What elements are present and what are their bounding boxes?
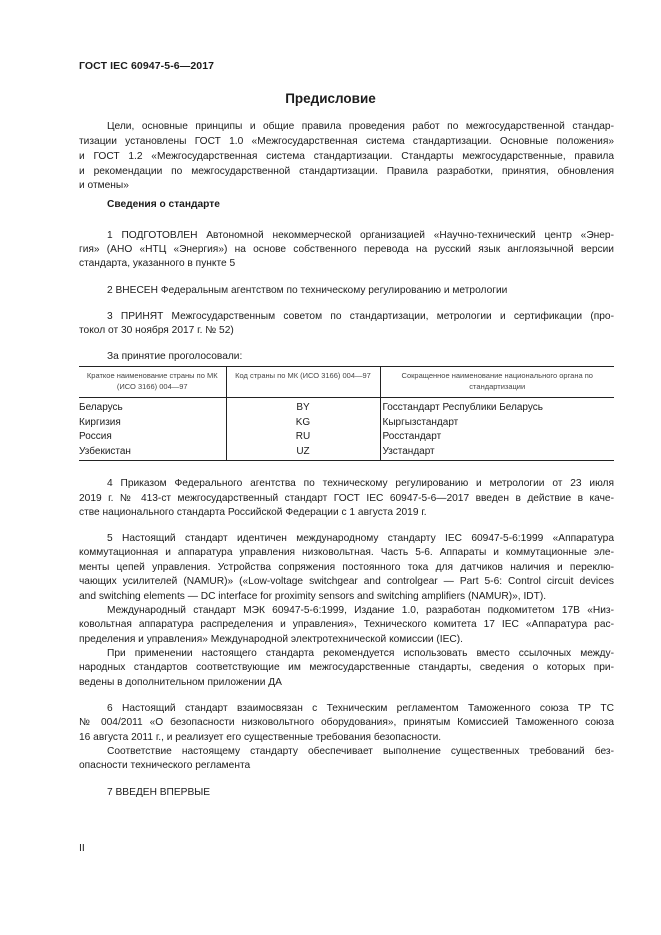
document-code-header: ГОСТ IEC 60947-5-6—2017 xyxy=(79,60,215,72)
item5c-line: ведены в дополнительном приложении ДА xyxy=(79,677,282,688)
intro-line: и отмены» xyxy=(79,180,129,191)
intro-line: Цели, основные принципы и общие правила проведения работ по межгосударственной стандар- xyxy=(107,121,614,132)
cell-body: Кыргызстандарт xyxy=(380,416,614,431)
item5b-line: ковольтная аппаратура распределения и управления», Технического комитета 17 IEC «Аппаратура рас- xyxy=(79,619,614,630)
column-header-body: Сокращенное наименование национального органа по стандартизации xyxy=(380,367,614,398)
cell-country: Киргизия xyxy=(79,416,121,428)
cell-country: Россия xyxy=(79,431,112,442)
intro-line: и рекомендации по межгосударственной стандартизации. Правила разработки, принятия, обновления xyxy=(79,166,614,177)
item4-line: 2019 г. № 413-ст межгосударственный стандарт ГОСТ IEC 60947-5-6—2017 введен в действие в каче- xyxy=(79,493,614,504)
item6b-line: опасности технического регламента xyxy=(79,760,251,771)
voting-table xyxy=(79,366,614,461)
item4-line: стве национального стандарта Российской Федерации с 1 августа 2019 г. xyxy=(79,507,427,518)
item6-line: 16 августа 2011 г., и реализует его существенные требования безопасности. xyxy=(79,732,442,743)
item5-line: and switching elements — DC interface for proximity sensors and switching amplifiers (NAMUR)», IDT). xyxy=(79,591,547,602)
cell-code: UZ xyxy=(226,445,380,461)
table-row xyxy=(79,430,614,445)
item5-line: менты цепей управления. Устройства сопряжения постоянного тока для датчиков наличия и переклю- xyxy=(79,562,614,573)
item3-line: 3 ПРИНЯТ Межгосударственным советом по стандартизации, метрологии и сертификации (про- xyxy=(107,311,614,322)
item5c-line: народных стандартов соответствующие им межгосударственные стандарты, сведения о которых при- xyxy=(79,662,614,673)
item2-line: 2 ВНЕСЕН Федеральным агентством по техническому регулированию и метрологии xyxy=(107,285,508,296)
item5-line: коммутационная и аппаратура управления низковольтная. Часть 5-6. Аппараты и коммутационные эле- xyxy=(79,547,614,558)
item1-line: 1 ПОДГОТОВЛЕН Автономной некоммерческой организацией «Научно-технический центр «Энер- xyxy=(107,230,614,241)
cell-country: Беларусь xyxy=(79,402,123,413)
item6-line: № 004/2011 «О безопасности низковольтного оборудования», принятым Комиссией Таможенного союза xyxy=(79,717,614,728)
intro-line: тизации установлены ГОСТ 1.0 «Межгосударственная система стандартизации. Основные положения» xyxy=(79,136,614,147)
item5c-line: При применении настоящего стандарта рекомендуется использовать вместо ссылочных между- xyxy=(107,648,614,659)
table-row xyxy=(79,416,614,431)
table-header-row xyxy=(79,367,614,398)
item3-line: токол от 30 ноября 2017 г. № 52) xyxy=(79,325,234,336)
column-header-country: Краткое наименование страны по МК (ИСО 3166) 004—97 xyxy=(79,367,226,398)
item5-line: 5 Настоящий стандарт идентичен международному стандарту IEC 60947-5-6:1999 «Аппаратура xyxy=(107,533,614,544)
vote-intro: За принятие проголосовали: xyxy=(107,351,243,362)
page-number: II xyxy=(79,842,85,854)
intro-line: и ГОСТ 1.2 «Межгосударственная система стандартизации. Стандарты межгосударственные, правила xyxy=(79,151,614,162)
cell-country: Узбекистан xyxy=(79,445,226,461)
cell-body: Росстандарт xyxy=(380,430,614,445)
cell-body: Узстандарт xyxy=(380,445,614,461)
item5b-line: пределения и управления» Международной электротехнической комиссии (IEC). xyxy=(79,634,463,645)
item5-line: чающих усилителей (NAMUR)» («Low-voltage switchgear and controlgear — Part 5-6: Control circuit devices xyxy=(79,576,614,587)
item4-line: 4 Приказом Федерального агентства по техническому регулированию и метрологии от 23 июля xyxy=(107,478,614,489)
column-header-code: Код страны по МК (ИСО 3166) 004—97 xyxy=(226,367,380,398)
cell-code: RU xyxy=(226,430,380,445)
page-title: Предисловие xyxy=(285,91,376,106)
item6-line: 6 Настоящий стандарт взаимосвязан с Техническим регламентом Таможенного союза ТР ТС xyxy=(107,703,614,714)
cell-code: BY xyxy=(226,398,380,416)
item6b-line: Соответствие настоящему стандарту обеспечивает выполнение существенных требований без- xyxy=(107,746,614,757)
item7-line: 7 ВВЕДЕН ВПЕРВЫЕ xyxy=(107,787,211,798)
cell-code: KG xyxy=(226,416,380,431)
item1-line: гия» (АНО «НТЦ «Энергия») на основе собственного перевода на русский язык англоязычной версии xyxy=(79,244,614,255)
item5b-line: Международный стандарт МЭК 60947-5-6:1999, Издание 1.0, разработан подкомитетом 17В «Низ- xyxy=(107,605,614,616)
table-row xyxy=(79,398,614,416)
table-row xyxy=(79,445,614,461)
section-heading: Сведения о стандарте xyxy=(107,199,220,210)
cell-body: Госстандарт Республики Беларусь xyxy=(380,398,614,416)
item1-line: стандарта, указанного в пункте 5 xyxy=(79,258,236,269)
